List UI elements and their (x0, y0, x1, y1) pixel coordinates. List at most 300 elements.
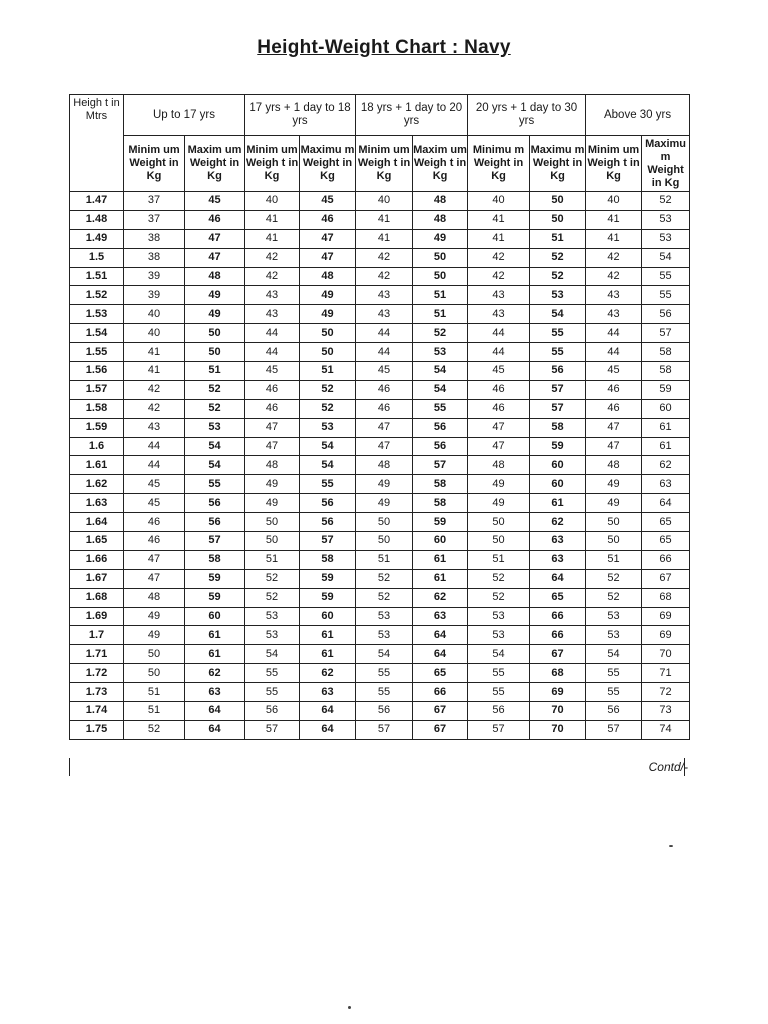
max-weight-cell: 67 (413, 702, 468, 721)
height-cell: 1.72 (70, 664, 124, 683)
min-weight-cell: 47 (245, 418, 300, 437)
min-weight-cell: 53 (356, 607, 413, 626)
max-weight-cell: 65 (642, 532, 690, 551)
min-weight-cell: 55 (586, 683, 642, 702)
min-weight-cell: 52 (586, 588, 642, 607)
min-weight-cell: 47 (586, 418, 642, 437)
max-weight-header: Maxim um Weigh t in Kg (413, 136, 468, 192)
scan-speck (348, 1006, 351, 1009)
max-weight-cell: 55 (185, 475, 245, 494)
min-weight-cell: 55 (586, 664, 642, 683)
min-weight-cell: 46 (245, 380, 300, 399)
min-weight-cell: 48 (245, 456, 300, 475)
max-weight-cell: 55 (413, 399, 468, 418)
min-weight-cell: 44 (356, 343, 413, 362)
max-weight-cell: 56 (413, 418, 468, 437)
min-weight-header: Minim um Weigh t in Kg (356, 136, 413, 192)
height-cell: 1.56 (70, 362, 124, 381)
min-weight-cell: 52 (356, 588, 413, 607)
min-weight-cell: 56 (245, 702, 300, 721)
min-weight-cell: 47 (586, 437, 642, 456)
table-row (70, 418, 690, 437)
min-weight-cell: 51 (356, 550, 413, 569)
min-weight-cell: 44 (245, 343, 300, 362)
min-weight-cell: 54 (356, 645, 413, 664)
height-cell: 1.53 (70, 305, 124, 324)
min-weight-cell: 49 (124, 607, 185, 626)
max-weight-cell: 51 (530, 229, 586, 248)
min-weight-cell: 47 (468, 437, 530, 456)
min-weight-cell: 54 (245, 645, 300, 664)
min-weight-cell: 55 (468, 664, 530, 683)
max-weight-cell: 57 (642, 324, 690, 343)
min-weight-cell: 54 (468, 645, 530, 664)
max-weight-cell: 48 (413, 192, 468, 211)
min-weight-cell: 57 (586, 720, 642, 739)
max-weight-cell: 61 (642, 418, 690, 437)
age-group-header: 17 yrs + 1 day to 18 yrs (245, 95, 356, 136)
min-weight-cell: 40 (245, 192, 300, 211)
max-weight-cell: 56 (185, 513, 245, 532)
max-weight-cell: 68 (530, 664, 586, 683)
max-weight-cell: 57 (185, 532, 245, 551)
min-weight-cell: 52 (468, 588, 530, 607)
min-weight-cell: 55 (245, 683, 300, 702)
min-weight-cell: 52 (468, 569, 530, 588)
max-weight-cell: 56 (413, 437, 468, 456)
min-weight-cell: 45 (124, 475, 185, 494)
table-row (70, 248, 690, 267)
max-weight-cell: 50 (413, 267, 468, 286)
min-weight-cell: 40 (356, 192, 413, 211)
max-weight-cell: 63 (300, 683, 356, 702)
max-weight-cell: 58 (185, 550, 245, 569)
height-cell: 1.59 (70, 418, 124, 437)
min-weight-cell: 49 (245, 494, 300, 513)
min-weight-cell: 50 (586, 513, 642, 532)
height-cell: 1.69 (70, 607, 124, 626)
min-weight-cell: 39 (124, 286, 185, 305)
height-cell: 1.55 (70, 343, 124, 362)
min-weight-cell: 42 (468, 248, 530, 267)
max-weight-cell: 53 (413, 343, 468, 362)
min-weight-cell: 48 (468, 456, 530, 475)
min-weight-cell: 48 (356, 456, 413, 475)
max-weight-cell: 54 (185, 437, 245, 456)
min-weight-cell: 43 (468, 286, 530, 305)
min-weight-cell: 40 (124, 324, 185, 343)
max-weight-cell: 51 (185, 362, 245, 381)
min-weight-cell: 46 (356, 399, 413, 418)
max-weight-cell: 64 (185, 720, 245, 739)
min-weight-cell: 49 (586, 475, 642, 494)
min-weight-cell: 48 (586, 456, 642, 475)
max-weight-cell: 60 (642, 399, 690, 418)
min-weight-cell: 41 (586, 210, 642, 229)
min-weight-cell: 50 (356, 513, 413, 532)
min-weight-cell: 43 (586, 286, 642, 305)
max-weight-cell: 50 (300, 324, 356, 343)
max-weight-cell: 52 (185, 380, 245, 399)
min-weight-cell: 46 (468, 380, 530, 399)
max-weight-cell: 70 (530, 702, 586, 721)
min-weight-cell: 49 (468, 494, 530, 513)
max-weight-cell: 66 (530, 607, 586, 626)
table-row (70, 210, 690, 229)
height-cell: 1.47 (70, 192, 124, 211)
max-weight-cell: 49 (300, 305, 356, 324)
min-weight-cell: 55 (468, 683, 530, 702)
continued-note: Contd/- (648, 760, 688, 774)
max-weight-cell: 60 (530, 475, 586, 494)
min-weight-cell: 39 (124, 267, 185, 286)
max-weight-cell: 52 (530, 248, 586, 267)
min-weight-cell: 46 (586, 399, 642, 418)
max-weight-cell: 60 (185, 607, 245, 626)
min-weight-cell: 52 (124, 720, 185, 739)
min-weight-cell: 56 (468, 702, 530, 721)
max-weight-cell: 66 (413, 683, 468, 702)
max-weight-cell: 53 (642, 229, 690, 248)
max-weight-cell: 51 (413, 286, 468, 305)
min-weight-cell: 42 (586, 267, 642, 286)
max-weight-cell: 59 (300, 569, 356, 588)
min-weight-cell: 44 (468, 324, 530, 343)
max-weight-cell: 49 (185, 305, 245, 324)
max-weight-cell: 67 (642, 569, 690, 588)
min-weight-cell: 44 (586, 324, 642, 343)
max-weight-cell: 58 (530, 418, 586, 437)
max-weight-cell: 50 (185, 324, 245, 343)
min-weight-cell: 52 (245, 588, 300, 607)
table-row (70, 343, 690, 362)
max-weight-cell: 58 (300, 550, 356, 569)
min-weight-cell: 42 (356, 248, 413, 267)
max-weight-cell: 55 (530, 343, 586, 362)
table-row (70, 683, 690, 702)
min-weight-cell: 57 (245, 720, 300, 739)
min-weight-cell: 53 (468, 626, 530, 645)
min-weight-cell: 42 (356, 267, 413, 286)
height-cell: 1.51 (70, 267, 124, 286)
scan-speck (669, 845, 673, 847)
max-weight-cell: 57 (300, 532, 356, 551)
max-weight-cell: 62 (642, 456, 690, 475)
min-weight-cell: 49 (586, 494, 642, 513)
table-row (70, 550, 690, 569)
max-weight-cell: 58 (413, 494, 468, 513)
max-weight-cell: 62 (413, 588, 468, 607)
min-weight-cell: 48 (124, 588, 185, 607)
min-weight-cell: 53 (586, 626, 642, 645)
table-row (70, 324, 690, 343)
max-weight-cell: 55 (642, 267, 690, 286)
max-weight-cell: 61 (413, 569, 468, 588)
max-weight-cell: 47 (185, 229, 245, 248)
height-cell: 1.71 (70, 645, 124, 664)
min-weight-cell: 45 (356, 362, 413, 381)
table-row (70, 664, 690, 683)
min-weight-cell: 42 (586, 248, 642, 267)
table-row (70, 588, 690, 607)
max-weight-cell: 66 (642, 550, 690, 569)
height-cell: 1.75 (70, 720, 124, 739)
min-weight-cell: 43 (356, 286, 413, 305)
table-row (70, 494, 690, 513)
age-group-header: 20 yrs + 1 day to 30 yrs (468, 95, 586, 136)
table-row (70, 626, 690, 645)
min-weight-cell: 41 (124, 362, 185, 381)
height-cell: 1.66 (70, 550, 124, 569)
min-weight-cell: 54 (586, 645, 642, 664)
min-weight-cell: 50 (468, 532, 530, 551)
min-weight-cell: 44 (124, 437, 185, 456)
min-weight-cell: 37 (124, 192, 185, 211)
min-weight-cell: 42 (245, 267, 300, 286)
min-weight-cell: 50 (468, 513, 530, 532)
min-weight-cell: 42 (124, 399, 185, 418)
min-weight-cell: 53 (356, 626, 413, 645)
max-weight-cell: 56 (530, 362, 586, 381)
max-weight-cell: 56 (300, 494, 356, 513)
min-weight-cell: 50 (356, 532, 413, 551)
height-weight-table (69, 94, 690, 740)
height-cell: 1.63 (70, 494, 124, 513)
min-weight-cell: 45 (124, 494, 185, 513)
table-row (70, 437, 690, 456)
weight-subheader-row (70, 136, 690, 192)
max-weight-header: Maxim um Weight in Kg (185, 136, 245, 192)
max-weight-cell: 63 (185, 683, 245, 702)
table-row (70, 380, 690, 399)
table-row (70, 229, 690, 248)
min-weight-cell: 41 (356, 210, 413, 229)
min-weight-cell: 46 (245, 399, 300, 418)
height-cell: 1.48 (70, 210, 124, 229)
min-weight-cell: 41 (468, 210, 530, 229)
max-weight-cell: 74 (642, 720, 690, 739)
table-row (70, 513, 690, 532)
height-cell: 1.5 (70, 248, 124, 267)
max-weight-cell: 59 (413, 513, 468, 532)
table-row (70, 569, 690, 588)
max-weight-cell: 53 (642, 210, 690, 229)
min-weight-cell: 55 (245, 664, 300, 683)
max-weight-cell: 57 (530, 380, 586, 399)
table-row (70, 702, 690, 721)
max-weight-cell: 52 (185, 399, 245, 418)
max-weight-cell: 45 (185, 192, 245, 211)
max-weight-cell: 50 (530, 210, 586, 229)
max-weight-cell: 52 (300, 399, 356, 418)
min-weight-cell: 47 (245, 437, 300, 456)
max-weight-cell: 47 (300, 248, 356, 267)
max-weight-cell: 54 (413, 362, 468, 381)
table-continuation (69, 758, 685, 776)
max-weight-cell: 66 (530, 626, 586, 645)
min-weight-cell: 37 (124, 210, 185, 229)
max-weight-cell: 73 (642, 702, 690, 721)
max-weight-cell: 52 (530, 267, 586, 286)
min-weight-cell: 55 (356, 664, 413, 683)
min-weight-cell: 42 (245, 248, 300, 267)
min-weight-cell: 38 (124, 229, 185, 248)
table-row (70, 267, 690, 286)
min-weight-cell: 44 (468, 343, 530, 362)
max-weight-cell: 54 (530, 305, 586, 324)
max-weight-cell: 60 (300, 607, 356, 626)
min-weight-cell: 52 (586, 569, 642, 588)
min-weight-cell: 44 (586, 343, 642, 362)
height-cell: 1.52 (70, 286, 124, 305)
max-weight-header: Maximu m Weight in Kg (642, 136, 690, 192)
max-weight-cell: 50 (530, 192, 586, 211)
min-weight-cell: 43 (245, 305, 300, 324)
height-cell: 1.61 (70, 456, 124, 475)
max-weight-cell: 49 (413, 229, 468, 248)
min-weight-cell: 46 (124, 513, 185, 532)
max-weight-cell: 62 (300, 664, 356, 683)
age-group-header: Up to 17 yrs (124, 95, 245, 136)
min-weight-cell: 47 (124, 569, 185, 588)
table-body (70, 192, 690, 740)
min-weight-cell: 53 (586, 607, 642, 626)
min-weight-cell: 50 (245, 532, 300, 551)
min-weight-cell: 53 (245, 626, 300, 645)
min-weight-cell: 43 (586, 305, 642, 324)
min-weight-cell: 46 (124, 532, 185, 551)
max-weight-cell: 61 (185, 645, 245, 664)
max-weight-cell: 54 (413, 380, 468, 399)
min-weight-cell: 50 (124, 664, 185, 683)
min-weight-cell: 44 (245, 324, 300, 343)
height-cell: 1.74 (70, 702, 124, 721)
max-weight-cell: 72 (642, 683, 690, 702)
max-weight-cell: 59 (642, 380, 690, 399)
max-weight-header: Maximu m Weight in Kg (300, 136, 356, 192)
min-weight-cell: 52 (245, 569, 300, 588)
min-weight-cell: 41 (468, 229, 530, 248)
max-weight-cell: 64 (642, 494, 690, 513)
max-weight-cell: 63 (530, 550, 586, 569)
min-weight-cell: 49 (245, 475, 300, 494)
max-weight-cell: 68 (642, 588, 690, 607)
max-weight-cell: 59 (185, 588, 245, 607)
min-weight-cell: 47 (356, 437, 413, 456)
height-column-header: Heigh t in Mtrs (70, 95, 124, 192)
min-weight-cell: 40 (124, 305, 185, 324)
max-weight-cell: 56 (642, 305, 690, 324)
max-weight-cell: 53 (300, 418, 356, 437)
max-weight-cell: 55 (642, 286, 690, 305)
max-weight-cell: 65 (413, 664, 468, 683)
max-weight-cell: 61 (642, 437, 690, 456)
max-weight-cell: 58 (413, 475, 468, 494)
max-weight-cell: 61 (413, 550, 468, 569)
min-weight-cell: 44 (356, 324, 413, 343)
max-weight-cell: 53 (185, 418, 245, 437)
max-weight-cell: 69 (642, 607, 690, 626)
min-weight-cell: 49 (124, 626, 185, 645)
min-weight-cell: 43 (245, 286, 300, 305)
min-weight-cell: 40 (468, 192, 530, 211)
max-weight-cell: 61 (530, 494, 586, 513)
max-weight-cell: 63 (413, 607, 468, 626)
max-weight-cell: 61 (185, 626, 245, 645)
table-row (70, 456, 690, 475)
max-weight-cell: 48 (300, 267, 356, 286)
max-weight-cell: 61 (300, 626, 356, 645)
max-weight-cell: 65 (642, 513, 690, 532)
min-weight-cell: 57 (468, 720, 530, 739)
max-weight-cell: 62 (185, 664, 245, 683)
min-weight-cell: 41 (245, 210, 300, 229)
min-weight-cell: 51 (124, 683, 185, 702)
min-weight-cell: 49 (468, 475, 530, 494)
min-weight-cell: 43 (468, 305, 530, 324)
max-weight-cell: 54 (300, 456, 356, 475)
table-row (70, 362, 690, 381)
min-weight-cell: 45 (245, 362, 300, 381)
max-weight-cell: 51 (300, 362, 356, 381)
max-weight-cell: 50 (185, 343, 245, 362)
max-weight-cell: 55 (300, 475, 356, 494)
max-weight-cell: 52 (413, 324, 468, 343)
min-weight-cell: 38 (124, 248, 185, 267)
age-group-header: 18 yrs + 1 day to 20 yrs (356, 95, 468, 136)
min-weight-header: Minim um Weigh t in Kg (245, 136, 300, 192)
min-weight-cell: 57 (356, 720, 413, 739)
max-weight-cell: 54 (185, 456, 245, 475)
height-cell: 1.49 (70, 229, 124, 248)
min-weight-cell: 44 (124, 456, 185, 475)
max-weight-cell: 53 (530, 286, 586, 305)
table-row (70, 607, 690, 626)
min-weight-cell: 42 (124, 380, 185, 399)
max-weight-cell: 69 (642, 626, 690, 645)
min-weight-cell: 41 (356, 229, 413, 248)
min-weight-cell: 46 (356, 380, 413, 399)
max-weight-cell: 57 (530, 399, 586, 418)
height-cell: 1.58 (70, 399, 124, 418)
table-row (70, 305, 690, 324)
min-weight-cell: 49 (356, 494, 413, 513)
min-weight-cell: 50 (586, 532, 642, 551)
age-group-header: Above 30 yrs (586, 95, 690, 136)
min-weight-header: Minimu m Weight in Kg (468, 136, 530, 192)
min-weight-cell: 40 (586, 192, 642, 211)
max-weight-cell: 65 (530, 588, 586, 607)
min-weight-cell: 42 (468, 267, 530, 286)
height-cell: 1.67 (70, 569, 124, 588)
min-weight-cell: 51 (586, 550, 642, 569)
min-weight-cell: 47 (468, 418, 530, 437)
max-weight-cell: 64 (530, 569, 586, 588)
max-weight-cell: 59 (300, 588, 356, 607)
max-weight-cell: 60 (530, 456, 586, 475)
min-weight-cell: 56 (356, 702, 413, 721)
min-weight-cell: 49 (356, 475, 413, 494)
table-row (70, 645, 690, 664)
min-weight-cell: 51 (245, 550, 300, 569)
max-weight-cell: 52 (300, 380, 356, 399)
max-weight-cell: 49 (185, 286, 245, 305)
max-weight-cell: 56 (185, 494, 245, 513)
page-title: Height-Weight Chart : Navy (257, 37, 511, 58)
max-weight-cell: 47 (185, 248, 245, 267)
max-weight-cell: 63 (642, 475, 690, 494)
min-weight-cell: 41 (124, 343, 185, 362)
